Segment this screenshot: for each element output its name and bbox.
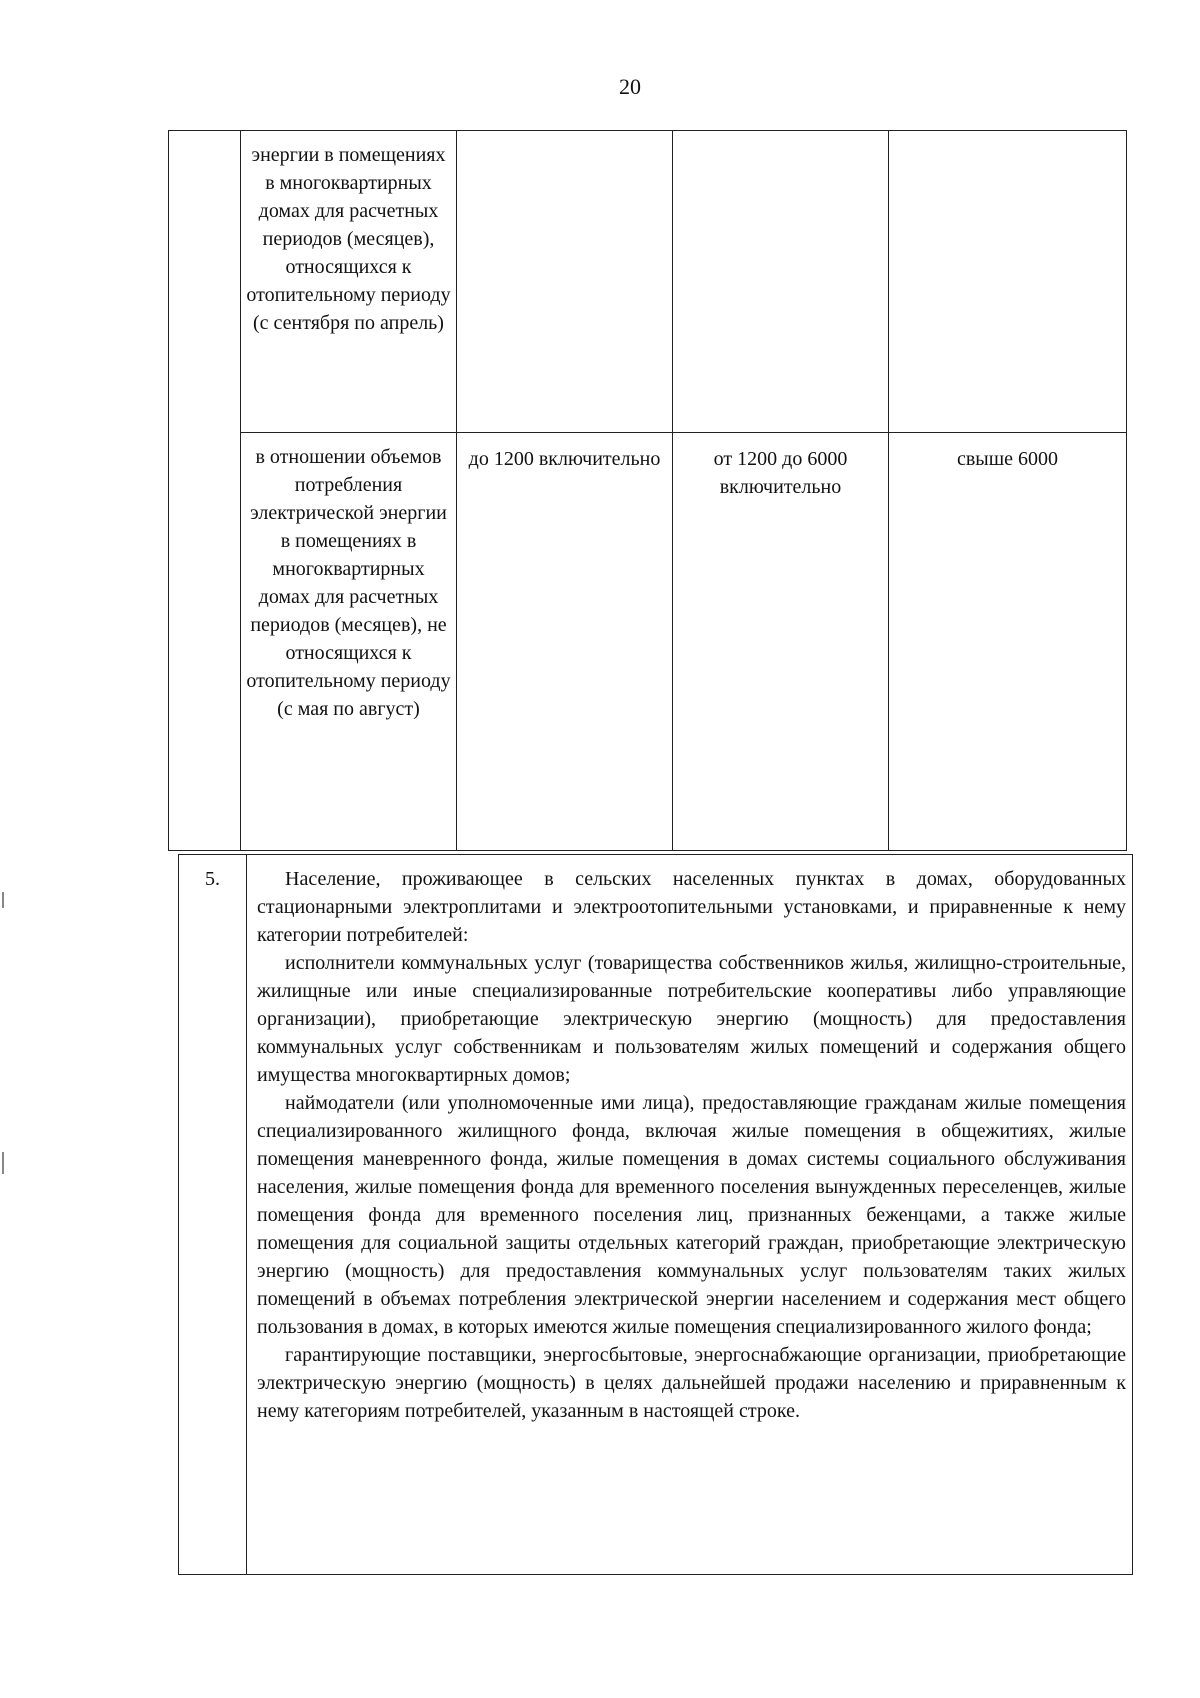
table-row [179, 855, 1133, 1575]
tariff-table-continued [168, 130, 1127, 851]
description-paragraph: наймодатели (или уполномоченные ими лица), предоставляющие гражданам жилые помещения специализированного жилищного фонда, включая жилые помещения в общежитиях, жилые помещения маневренного фонда, жилые помещения в домах системы социального обслуживания населения, жилые помещения фонда для временного поселения вынужденных переселенцев, жилые помещения фонда для временного поселения лиц, признанных беженцами, а также жилые помещения для социальной защиты отдельных категорий граждан, приобретающие электрическую энергию (мощность) для предоставления коммунальных услуг пользователям таких жилых помещений в объемах потребления электрической энергии населением и содержания мест общего пользования в домах, в которых имеются жилые помещения специализированного жилого фонда; [257, 1092, 1126, 1338]
empty-cell [889, 131, 1127, 433]
range-mid-cell: от 1200 до 6000 включительно [673, 433, 889, 851]
table-row [169, 131, 1127, 433]
consumption-period-cell: энергии в помещениях в многоквартирных домах для расчетных периодов (месяцев), относящихся к отопительному периоду (с сентября по апрель) [241, 131, 457, 433]
row-number-cell [169, 131, 241, 851]
consumption-period-cell: в отношении объемов потребления электрической энергии в помещениях в многоквартирных домах для расчетных периодов (месяцев), не относящихся к отопительному периоду (с мая по август) [241, 433, 457, 851]
page-number: 20 [619, 74, 641, 99]
margin-mark [2, 1152, 4, 1174]
range-high-cell: свыше 6000 [889, 433, 1127, 851]
section-5-description [247, 855, 1133, 1575]
empty-cell [673, 131, 889, 433]
description-paragraph: Население, проживающее в сельских населенных пунктах в домах, оборудованных стационарными электроплитами и электроотопительными установками, и приравненные к нему категории потребителей: [257, 868, 1126, 946]
row-number: 5. [179, 855, 247, 1575]
range-low-cell: до 1200 включительно [457, 433, 673, 851]
empty-cell [457, 131, 673, 433]
margin-mark [2, 892, 4, 908]
section-5-table [178, 854, 1133, 1575]
description-paragraph: гарантирующие поставщики, энергосбытовые, энергоснабжающие организации, приобретающие электрическую энергию (мощность) в целях дальнейшей продажи населению и приравненным к нему категориям потребителей, указанным в настоящей строке. [257, 1344, 1126, 1422]
table-row [169, 433, 1127, 851]
description-paragraph: исполнители коммунальных услуг (товарищества собственников жилья, жилищно-строительные, жилищные или иные специализированные потребительские кооперативы либо управляющие организации), приобретающие электрическую энергию (мощность) для предоставления коммунальных услуг собственникам и пользователям жилых помещений и содержания общего имущества многоквартирных домов; [257, 952, 1126, 1086]
